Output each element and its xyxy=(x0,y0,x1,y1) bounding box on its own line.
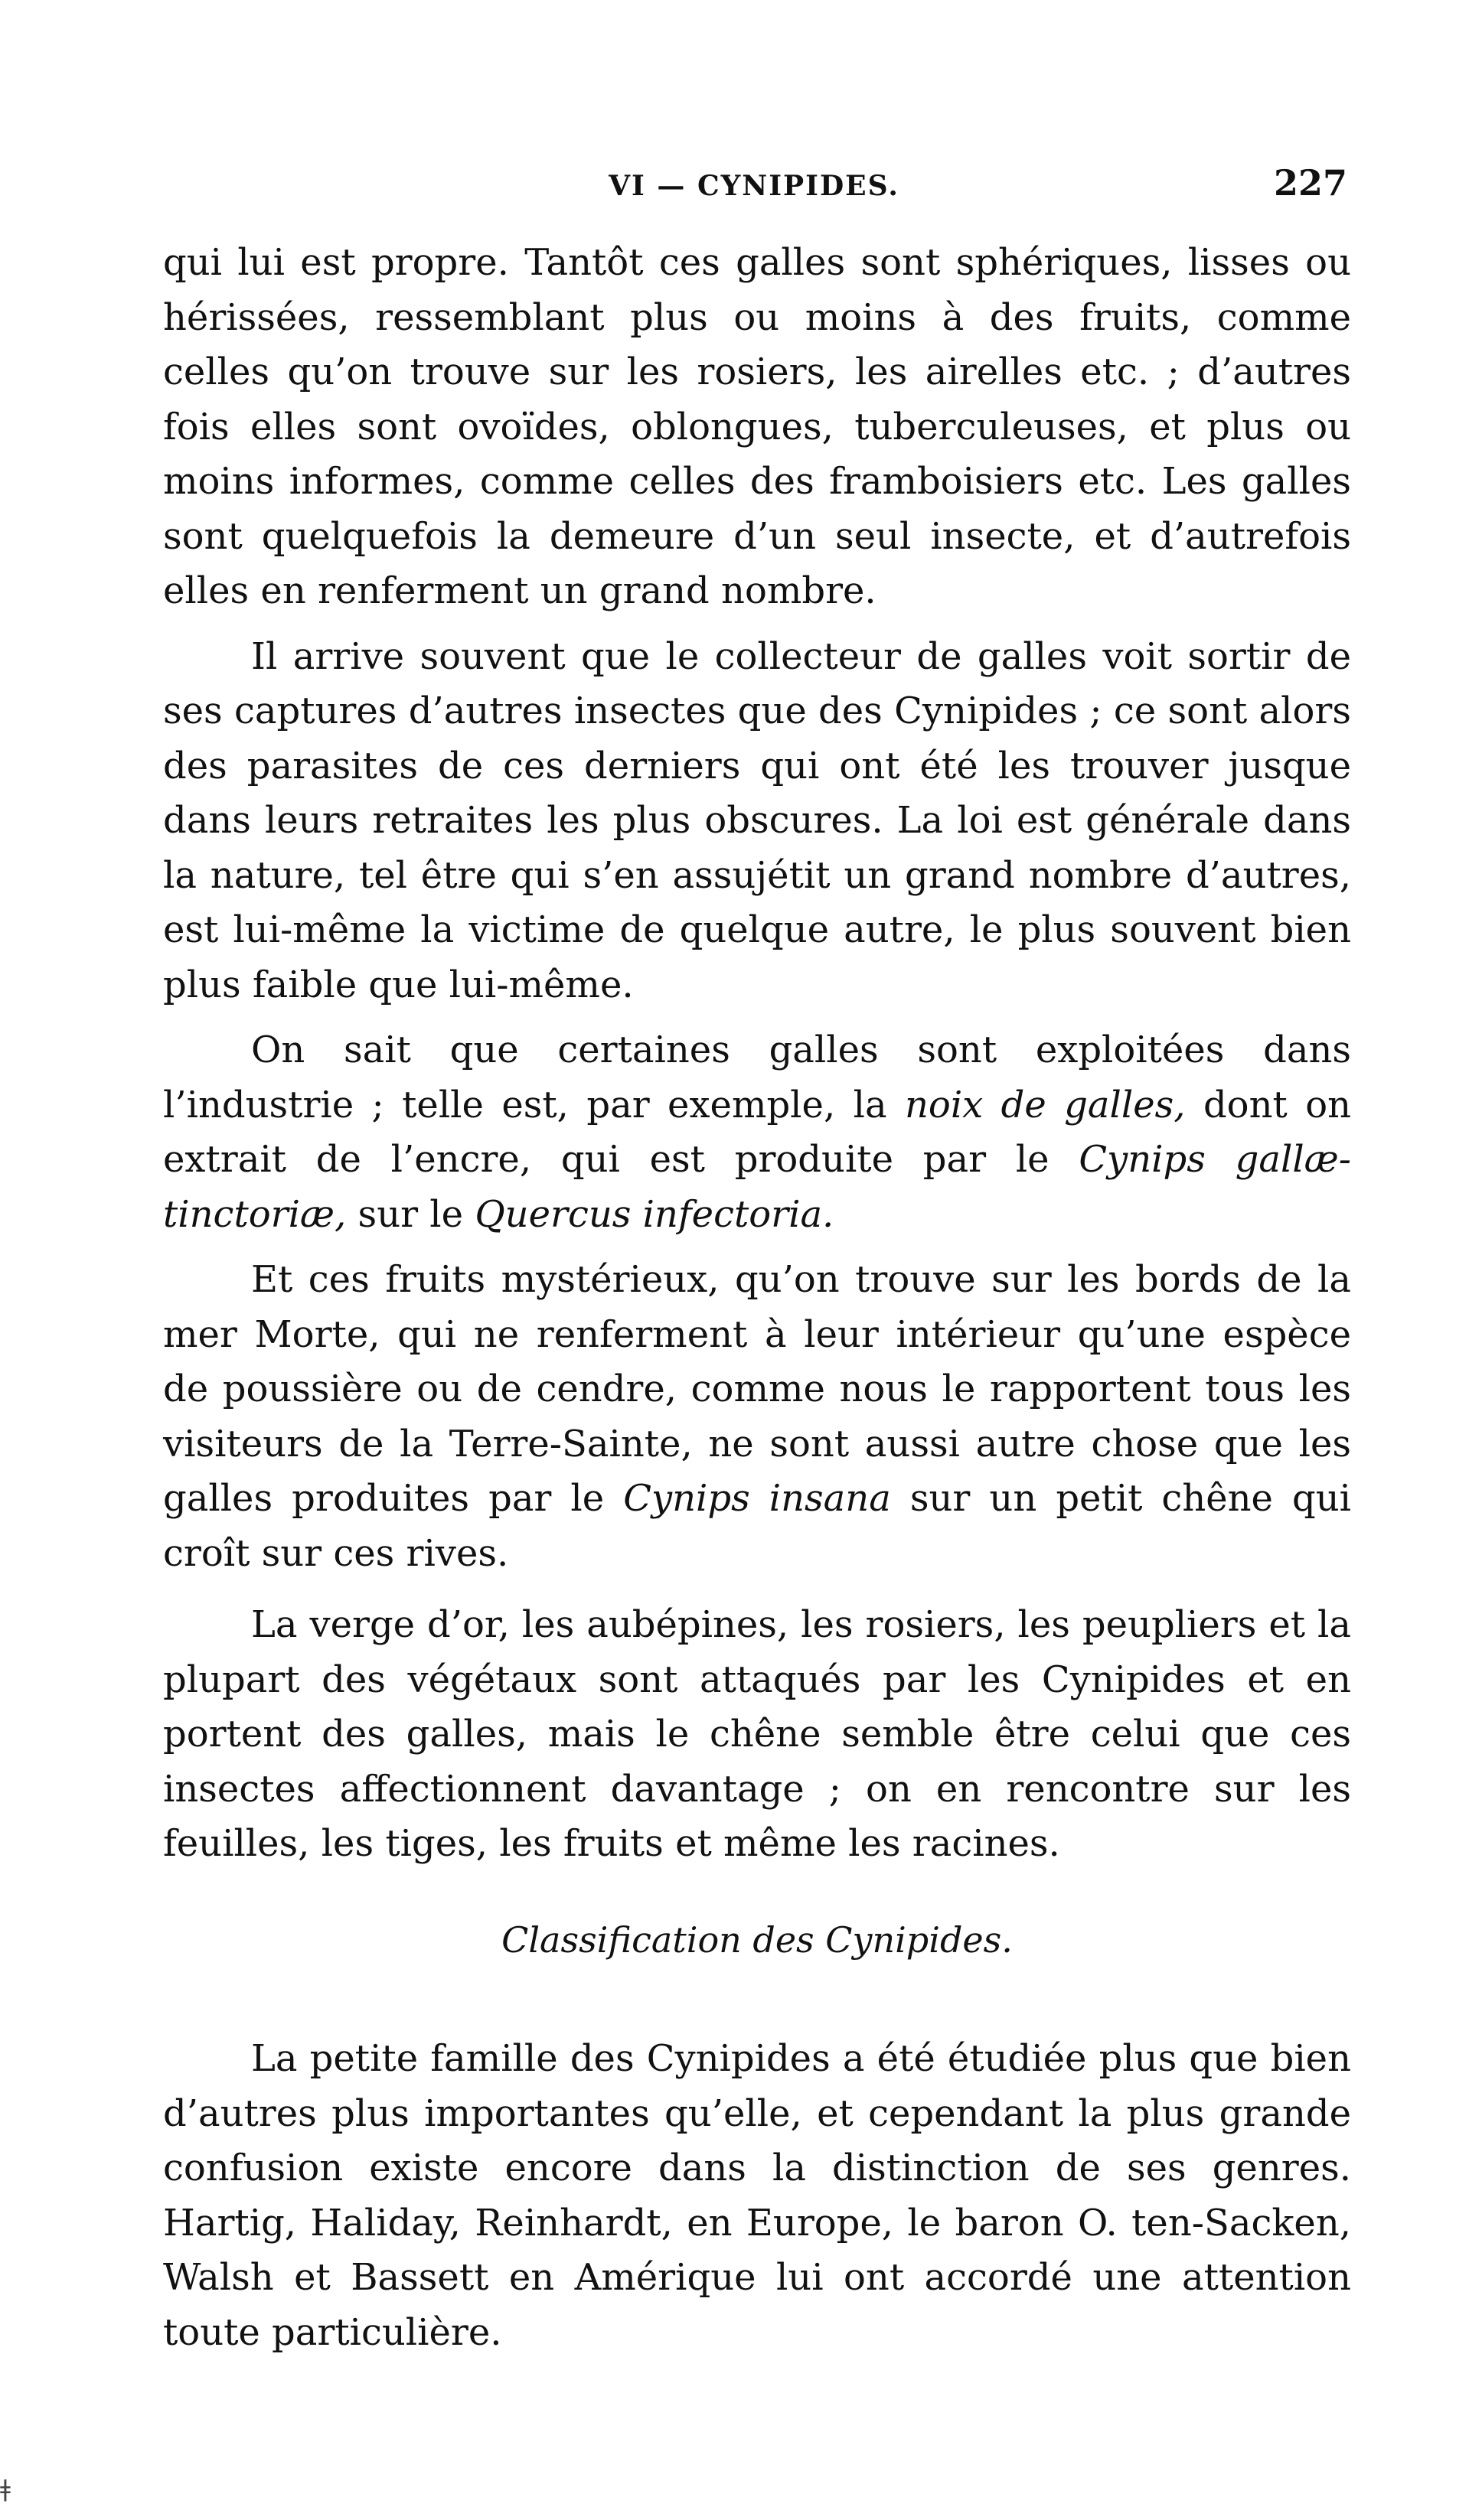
italic-quercus-infectoria: Quercus infectoria. xyxy=(475,1192,834,1236)
italic-noix-de-galles: noix de galles, xyxy=(905,1083,1186,1126)
paragraph-4-text-b: sur un petit chêne qui croît sur ces rives. xyxy=(163,1477,1351,1575)
paragraph-3-text-b: dont on extrait de l’encre, qui est produite par le xyxy=(163,1083,1352,1181)
running-title: VI — CYNIPIDES. xyxy=(609,170,899,202)
section-title: Classification des Cynipides. xyxy=(501,1919,1013,1961)
paragraph-2: Il arrive souvent que le collecteur de galles voit sortir de ses captures d’autres insectes que des Cynipides ; ce sont alors des parasites de ces derniers qui ont été les trouver jusque dans leurs retraites les plus obscures. La loi est générale dans la nature, tel être qui s’en assujétit un grand nombre d’autres, est lui-même la victime de quelque autre, le plus souvent bien plus faible que lui-même. xyxy=(163,634,1351,1006)
paragraph-4-text-a: Et ces fruits mystérieux, qu’on trouve sur les bords de la mer Morte, qui ne renferment à leur intérieur qu’une espèce de poussière ou de cendre, comme nous le rapportent tous les visiteurs de la Terre-Sainte, ne sont aussi autre chose que les galles produites par le xyxy=(163,1258,1351,1520)
italic-cynips-insana: Cynips insana xyxy=(623,1477,891,1520)
italic-cynips-gallae-tinctoriae: Cynips gallæ-tinctoriæ, xyxy=(163,1138,1352,1236)
paragraph-3-text-a: On sait que certaines galles sont exploitées dans l’industrie ; telle est, par exemple, la xyxy=(163,1029,1351,1126)
running-head xyxy=(161,162,1347,216)
page-number: 227 xyxy=(1273,162,1347,204)
paragraph-4 xyxy=(163,1253,1351,1581)
body-text xyxy=(163,236,1351,1872)
paragraph-1: qui lui est propre. Tantôt ces galles sont sphériques, lisses ou hérissées, ressemblant plus ou moins à des fruits, comme celles qu’on trouve sur les rosiers, les airelles etc. ; d’autres fois elles sont ovoïdes, oblongues, tuberculeuses, et plus ou moins informes, comme celles des framboisiers etc. Les galles sont quelquefois la demeure d’un seul insecte, et d’autrefois elles en renferment un grand nombre. xyxy=(163,241,1351,612)
paragraph-3 xyxy=(163,1023,1351,1242)
section-paragraph: La petite famille des Cynipides a été étudiée plus que bien d’autres plus importantes qu’elle, et cependant la plus grande confusion existe encore dans la distinction de ses genres. Hartig, Haliday, Reinhardt, en Europe, le baron O. ten-Sacken, Walsh et Bassett en Amérique lui ont accordé une attention toute particulière. xyxy=(163,2037,1351,2354)
paragraph-3-text-c: sur le xyxy=(346,1192,475,1236)
margin-mark: ǂ xyxy=(0,2476,11,2502)
section-text xyxy=(163,2032,1351,2360)
paragraph-5: La verge d’or, les aubépines, les rosiers, les peupliers et la plupart des végétaux sont attaqués par les Cynipides et en portent des galles, mais le chêne semble être celui que ces insectes affectionnent davantage ; on en rencontre sur les feuilles, les tiges, les fruits et même les racines. xyxy=(163,1603,1351,1865)
